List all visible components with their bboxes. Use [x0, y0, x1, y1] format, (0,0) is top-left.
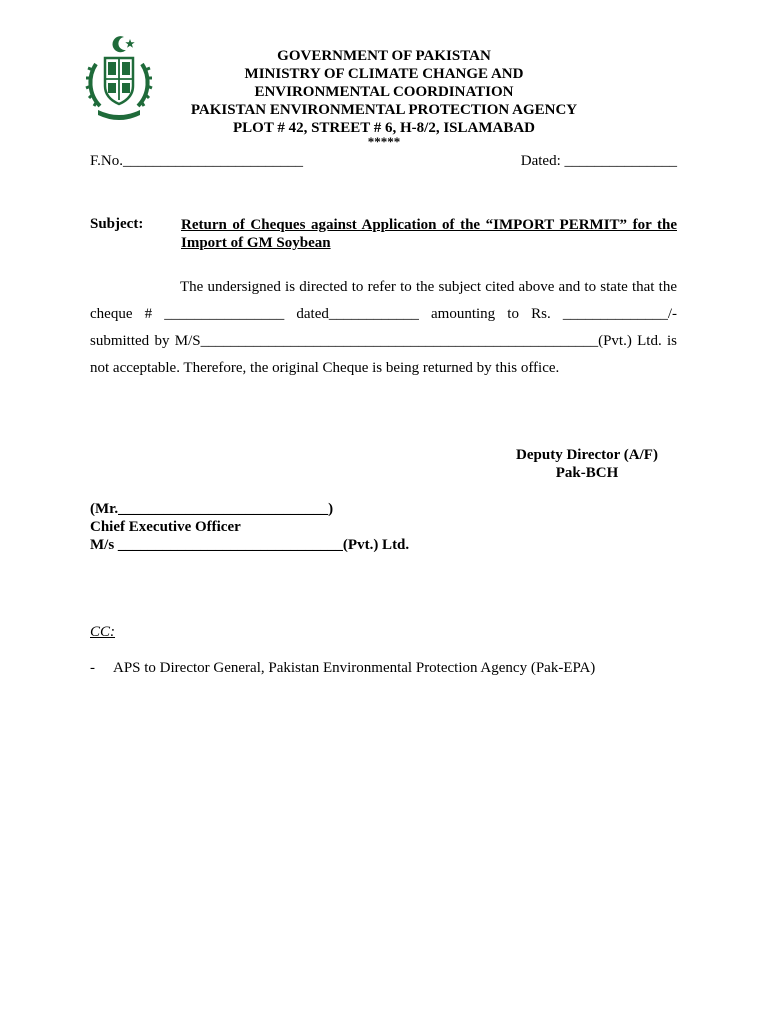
letterhead-government: GOVERNMENT OF PAKISTAN	[277, 48, 491, 64]
addressee-designation: Chief Executive Officer	[90, 519, 241, 535]
signature-block	[500, 446, 674, 482]
subject-label: Subject:	[90, 216, 144, 232]
file-number: F.No.________________________	[90, 153, 303, 169]
addressee-company: M/s ______________________________(Pvt.) Ltd.	[90, 537, 410, 553]
cc-item-text: APS to Director General, Pakistan Environmental Protection Agency (Pak-EPA)	[113, 660, 596, 676]
body-paragraph	[90, 274, 677, 382]
dated-field: Dated: _______________	[520, 153, 677, 169]
letterhead-coordination: ENVIRONMENTAL COORDINATION	[254, 84, 514, 100]
letterhead	[150, 47, 618, 147]
letterhead-separator: *****	[367, 134, 401, 149]
body-line-2: cheque # ________________ dated____________ amounting to Rs. ______________/-	[90, 306, 677, 322]
state-emblem-icon	[84, 34, 154, 122]
cc-item-bullet: -	[90, 660, 95, 676]
body-line-1-text: The undersigned is directed to refer to the subject cited above and to state that the	[180, 279, 677, 295]
cc-list-item	[90, 660, 595, 677]
body-line-3: submitted by M/S_____________________________________________________(Pvt.) Ltd. is	[90, 333, 677, 349]
cc-label: CC:	[90, 624, 116, 640]
letterhead-address: PLOT # 42, STREET # 6, H-8/2, ISLAMABAD	[233, 120, 535, 136]
signatory-title: Deputy Director (A/F)	[516, 447, 658, 463]
addressee-name: (Mr.____________________________)	[90, 501, 334, 517]
body-line-1	[90, 274, 677, 301]
signatory-unit: Pak-BCH	[555, 465, 619, 481]
letterhead-ministry: MINISTRY OF CLIMATE CHANGE AND	[244, 66, 524, 82]
body-line-4: not acceptable. Therefore, the original Cheque is being returned by this office.	[90, 360, 560, 376]
subject-text: Return of Cheques against Application of the “IMPORT PERMIT” for the Import of GM Soybean	[181, 217, 677, 251]
addressee-block	[90, 500, 409, 554]
letterhead-agency: PAKISTAN ENVIRONMENTAL PROTECTION AGENCY	[190, 102, 578, 118]
